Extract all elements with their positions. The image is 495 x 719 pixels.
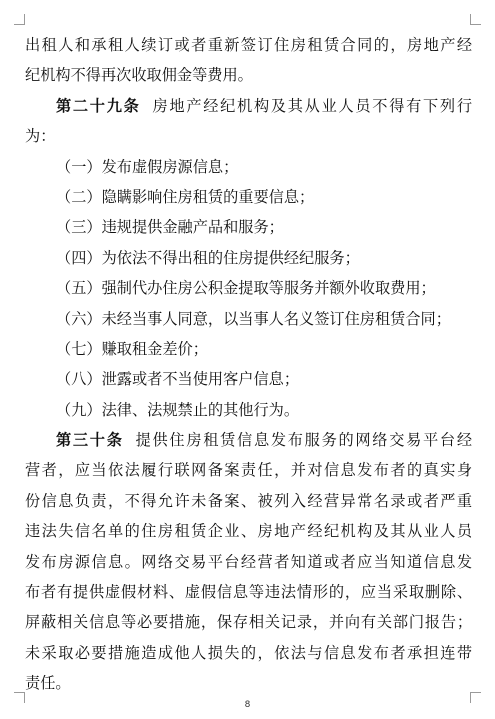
paragraph-line: 未采取必要措施造成他人损失的，依法与信息发布者承担连带 [25,643,472,662]
list-item: （八）泄露或者不当使用客户信息； [56,370,299,389]
paragraph-line: 违法失信名单的住房租赁企业、房地产经纪机构及其从业人员 [25,522,472,541]
paragraph-line: 发布房源信息。网络交易平台经营者知道或者应当知道信息发 [25,552,472,571]
paragraph-line: 责任。 [25,674,71,693]
paragraph-line: 屏蔽相关信息等必要措施，保存相关记录，并向有关部门报告； [25,613,472,632]
paragraph-line: 为： [25,127,56,146]
paragraph-line: 营者，应当依法履行联网备案责任，并对信息发布者的真实身 [25,461,472,480]
list-item: （二）隐瞒影响住房租赁的重要信息； [56,187,315,206]
list-item: （九）法律、法规禁止的其他行为。 [56,400,299,419]
page-number: 8 [244,700,251,710]
list-item: （三）违规提供金融产品和服务； [56,218,284,237]
list-item: （六）未经当事人同意，以当事人名义签订住房租赁合同； [56,309,451,328]
article-29-heading [25,91,472,121]
paragraph-line: 份信息负责，不得允许未备案、被列入经营异常名录或者严重 [25,491,472,510]
paragraph-line: 出租人和承租人续订或者重新签订住房租赁合同的，房地产经 [25,36,472,54]
list-item: （七）赚取租金差价； [56,339,208,358]
article-number: 第二十九条 [56,96,141,115]
crop-mark-top-right [470,14,481,25]
list-item: （四）为依法不得出租的住房提供经纪服务； [56,248,360,267]
list-item: （一）发布虚假房源信息； [56,157,239,176]
document-body [25,30,472,699]
paragraph-line: 布者有提供虚假材料、虚假信息等违法情形的，应当采取删除、 [25,583,472,602]
crop-mark-top-left [14,14,25,25]
paragraph-line: 纪机构不得再次收取佣金等费用。 [25,66,253,85]
article-lead-text: 提供住房租赁信息发布服务的网络交易平台经 [135,431,472,450]
list-item: （五）强制代办住房公积金提取等服务并额外收取费用； [56,279,436,298]
article-lead-text: 房地产经纪机构及其从业人员不得有下列行 [152,96,472,115]
article-number: 第三十条 [56,431,124,450]
article-30-heading [25,425,472,455]
